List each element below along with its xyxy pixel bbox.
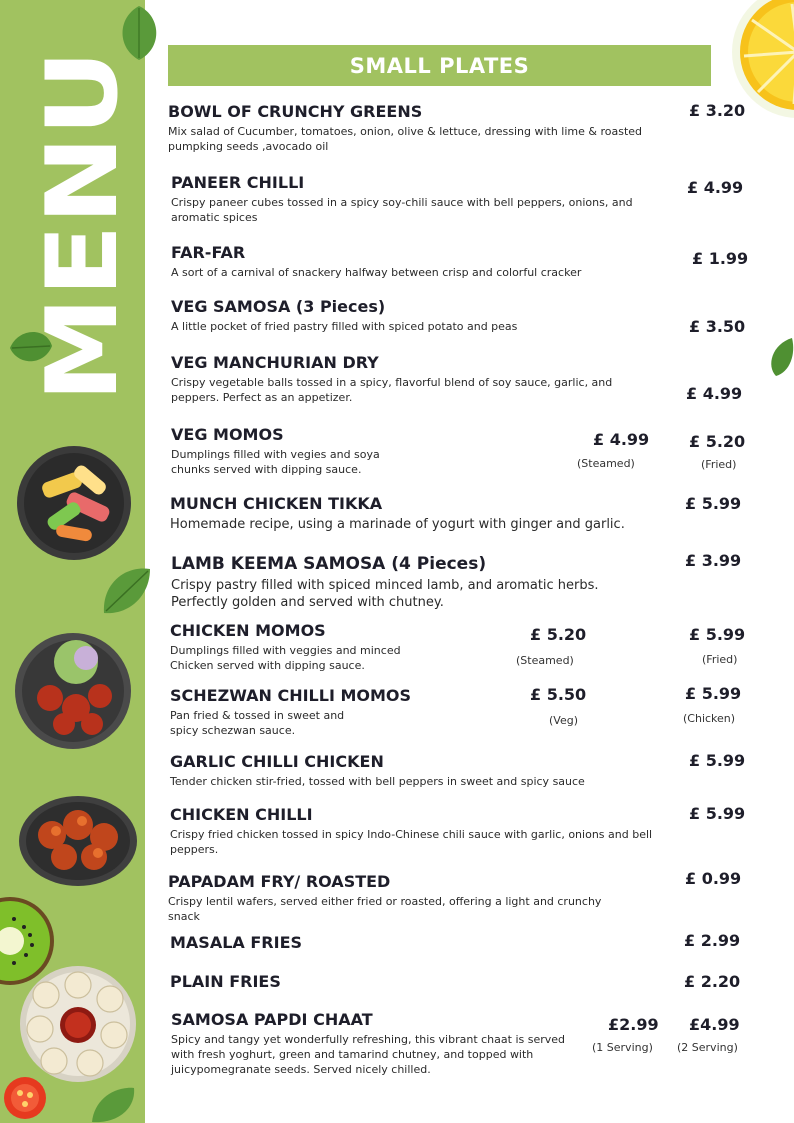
item-description: Dumplings filled with veggies and minced Chicken served with dipping sauce. <box>170 644 401 672</box>
momos-dish-image <box>18 965 138 1083</box>
menu-item <box>171 554 641 611</box>
item-price: £ 2.20 <box>684 972 741 991</box>
item-description: A little pocket of fried pastry filled with spiced potato and peas <box>171 320 518 333</box>
item-price-fried: £ 5.99 <box>689 625 746 644</box>
menu-item <box>170 621 445 673</box>
item-price: £ 3.20 <box>689 101 746 120</box>
menu-item <box>170 494 670 533</box>
menu-item <box>171 353 661 405</box>
item-description: Crispy paneer cubes tossed in a spicy soy-chili sauce with bell peppers, onions, and aromatic spices <box>171 196 633 224</box>
item-price-note: (Steamed) <box>577 457 635 470</box>
basil-leaf-icon <box>113 4 165 62</box>
item-price: £ 3.99 <box>685 551 742 570</box>
menu-item <box>170 805 660 857</box>
menu-item <box>170 686 430 738</box>
item-description: A sort of a carnival of snackery halfway between crisp and colorful cracker <box>171 266 582 279</box>
item-description: Spicy and tangy yet wonderfully refreshing, this vibrant chaat is served with fresh yoghurt, green and tamarind chutney, and topped with juicypomegranate seeds. Served nicely chilled. <box>171 1033 566 1076</box>
item-price-double: £4.99 <box>689 1015 740 1034</box>
item-price: £ 4.99 <box>687 178 744 197</box>
item-price-note: (Veg) <box>549 714 579 727</box>
item-description: Pan fried & tossed in sweet and spicy schezwan sauce. <box>170 709 345 737</box>
basil-leaf-icon <box>98 565 152 617</box>
item-price: £ 5.99 <box>689 751 746 770</box>
item-name: PANEER CHILLI <box>171 173 305 192</box>
item-description: Crispy lentil wafers, served either fried or roasted, offering a light and crunchy snack <box>168 895 602 923</box>
far-far-dish-image <box>16 445 132 561</box>
item-name: FAR-FAR <box>171 243 246 262</box>
item-price: £ 5.99 <box>689 804 746 823</box>
item-name: MUNCH CHICKEN TIKKA <box>170 494 383 513</box>
basil-leaf-icon <box>8 326 54 368</box>
svg-text:MENU: MENU <box>26 75 140 402</box>
item-name: VEG MANCHURIAN DRY <box>171 353 379 372</box>
item-price: £ 5.99 <box>685 494 742 513</box>
item-price-note: (Chicken) <box>683 712 736 725</box>
menu-item <box>168 102 648 154</box>
item-price-veg: £ 5.50 <box>530 685 587 704</box>
item-name: PAPADAM FRY/ ROASTED <box>168 872 391 891</box>
menu-item <box>170 933 302 952</box>
menu-item <box>171 425 421 477</box>
item-price-note: (1 Serving) <box>592 1041 653 1054</box>
item-price-note: (2 Serving) <box>677 1041 738 1054</box>
item-name: SCHEZWAN CHILLI MOMOS <box>170 686 412 705</box>
item-name: SAMOSA PAPDI CHAAT <box>171 1010 373 1029</box>
item-price-fried: £ 5.20 <box>689 432 746 451</box>
item-price: £ 4.99 <box>686 384 743 403</box>
item-description: Tender chicken stir-fried, tossed with bell peppers in sweet and spicy sauce <box>170 775 585 788</box>
item-description: Dumplings filled with vegies and soya chunks served with dipping sauce. <box>171 448 380 476</box>
chicken-tikka-dish-image <box>14 632 132 750</box>
menu-item <box>170 752 660 789</box>
item-price-note: (Steamed) <box>516 654 574 667</box>
menu-item <box>171 243 651 280</box>
item-name: BOWL OF CRUNCHY GREENS <box>168 102 423 121</box>
item-price-steamed: £ 5.20 <box>530 625 587 644</box>
chilli-chicken-dish-image <box>18 795 138 887</box>
item-description: Mix salad of Cucumber, tomatoes, onion, olive & lettuce, dressing with lime & roasted pumpking seeds ,avocado oil <box>168 125 643 153</box>
item-description: Crispy vegetable balls tossed in a spicy, flavorful blend of soy sauce, garlic, and peppers. Perfect as an appetizer. <box>171 376 613 404</box>
item-name: LAMB KEEMA SAMOSA (4 Pieces) <box>171 554 487 574</box>
item-price-steamed: £ 4.99 <box>593 430 650 449</box>
item-price: £ 1.99 <box>692 249 749 268</box>
basil-leaf-icon <box>88 1084 138 1123</box>
item-name: CHICKEN CHILLI <box>170 805 313 824</box>
menu-item <box>171 297 651 334</box>
item-price: £ 0.99 <box>685 869 742 888</box>
item-price: £ 2.99 <box>684 931 741 950</box>
item-price-note: (Fried) <box>701 458 737 471</box>
menu-item <box>170 972 281 991</box>
menu-item <box>171 173 661 225</box>
menu-item <box>168 872 608 924</box>
item-price-chicken: £ 5.99 <box>685 684 742 703</box>
menu-item <box>171 1010 571 1077</box>
item-price: £ 3.50 <box>689 317 746 336</box>
item-name: MASALA FRIES <box>170 933 303 952</box>
item-description: Homemade recipe, using a marinade of yogurt with ginger and garlic. <box>170 517 625 532</box>
item-name: VEG SAMOSA (3 Pieces) <box>171 297 386 316</box>
item-price-single: £2.99 <box>608 1015 659 1034</box>
item-name: PLAIN FRIES <box>170 972 281 991</box>
item-name: GARLIC CHILLI CHICKEN <box>170 752 384 771</box>
basil-leaf-icon <box>766 336 794 378</box>
item-description: Crispy pastry filled with spiced minced lamb, and aromatic herbs. Perfectly golden and served with chutney. <box>171 578 599 610</box>
item-name: CHICKEN MOMOS <box>170 621 326 640</box>
item-description: Crispy fried chicken tossed in spicy Indo-Chinese chili sauce with garlic, onions and bell peppers. <box>170 828 653 856</box>
item-name: VEG MOMOS <box>171 425 284 444</box>
item-price-note: (Fried) <box>702 653 738 666</box>
section-header: SMALL PLATES <box>168 45 711 86</box>
